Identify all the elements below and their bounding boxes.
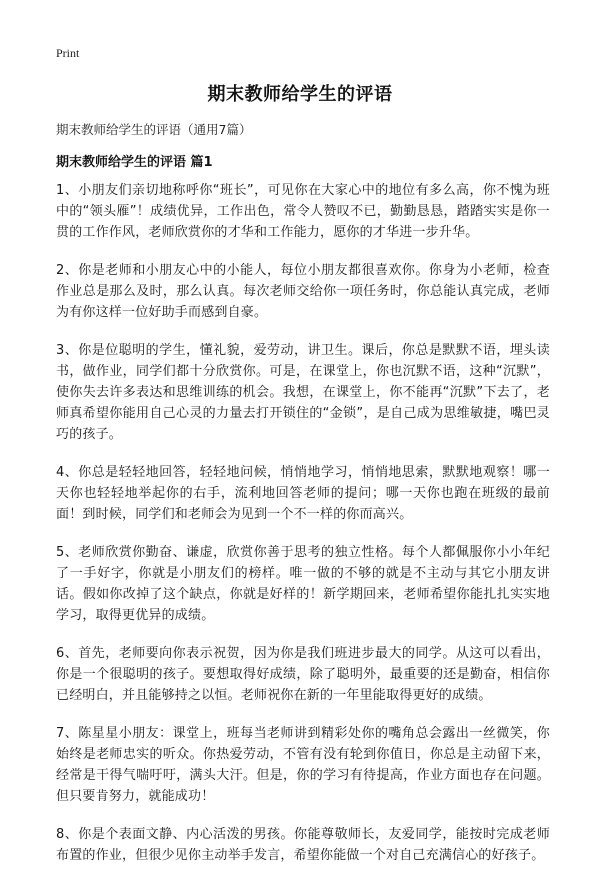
print-link[interactable]: Print	[56, 46, 80, 60]
comment-paragraph-4: 4、你总是轻轻地回答，轻轻地问候，悄悄地学习，悄悄地思索，默默地观察！哪一天你也轻轻地举起你的右手，流利地回答老师的提问；哪一天你也跑在班级的最前面！到时候，同学们和老师会为见到一个不一样的你而高兴。	[56, 465, 550, 522]
comment-paragraph-7: 7、陈星星小朋友：课堂上，班每当老师讲到精彩处你的嘴角总会露出一丝微笑，你始终是老师忠实的听众。你热爱劳动，不管有没有轮到你值日，你总是主动留下来，经常是干得气喘吁吁，满头大汗。但是，你的学习有待提高，作业方面也存在问题。但只要肯努力，就能成功！	[56, 726, 550, 804]
comment-paragraph-2: 2、你是老师和小朋友心中的小能人，每位小朋友都很喜欢你。你身为小老师，检查作业总是那么及时，那么认真。每次老师交给你一项任务时，你总能认真完成，老师为有你这样一位好助手而感到自豪。	[56, 263, 550, 320]
document-body	[56, 180, 550, 883]
section-heading: 期末教师给学生的评语 篇1	[56, 155, 213, 170]
comment-paragraph-8: 8、你是个表面文静、内心活泼的男孩。你能尊敬师长，友爱同学，能按时完成老师布置的作业，但很少见你主动举手发言，希望你能做一个对自己充满信心的好孩子。	[56, 827, 550, 863]
comment-paragraph-5: 5、老师欣赏你勤奋、谦虚，欣赏你善于思考的独立性格。每个人都佩服你小小年纪了一手好字，你就是小朋友们的榜样。唯一做的不够的就是不主动与其它小朋友讲话。假如你改掉了这个缺点，你就是好样的！新学期回来，老师希望你能扎扎实实地学习，取得更优异的成绩。	[56, 545, 550, 623]
page-title: 期末教师给学生的评语	[207, 84, 393, 105]
comment-paragraph-1: 1、小朋友们亲切地称呼你“班长”，可见你在大家心中的地位有多么高，你不愧为班中的“领头雁”！成绩优异，工作出色，常令人赞叹不已，勤勤恳恳，踏踏实实是你一贯的工作作风，老师欣赏你的才华和工作能力，愿你的才华进一步升华。	[56, 183, 550, 240]
document-subtitle: 期末教师给学生的评语（通用7篇）	[56, 122, 252, 137]
comment-paragraph-6: 6、首先，老师要向你表示祝贺，因为你是我们班进步最大的同学。从这可以看出，你是一个很聪明的孩子。要想取得好成绩，除了聪明外，最重要的还是勤奋，相信你已经明白，并且能够持之以恒。老师祝你在新的一年里能取得更好的成绩。	[56, 646, 550, 703]
comment-paragraph-3: 3、你是位聪明的学生，懂礼貌，爱劳动，讲卫生。课后，你总是默默不语，埋头读书，做作业，同学们都十分欣赏你。可是，在课堂上，你也沉默不语，这种“沉默”，使你失去许多表达和思维训练的机会。我想，在课堂上，你不能再“沉默”下去了，老师真希望你能用自己心灵的力量去打开锁住的“金锁”，是自己成为思维敏捷，嘴巴灵巧的孩子。	[56, 343, 550, 442]
